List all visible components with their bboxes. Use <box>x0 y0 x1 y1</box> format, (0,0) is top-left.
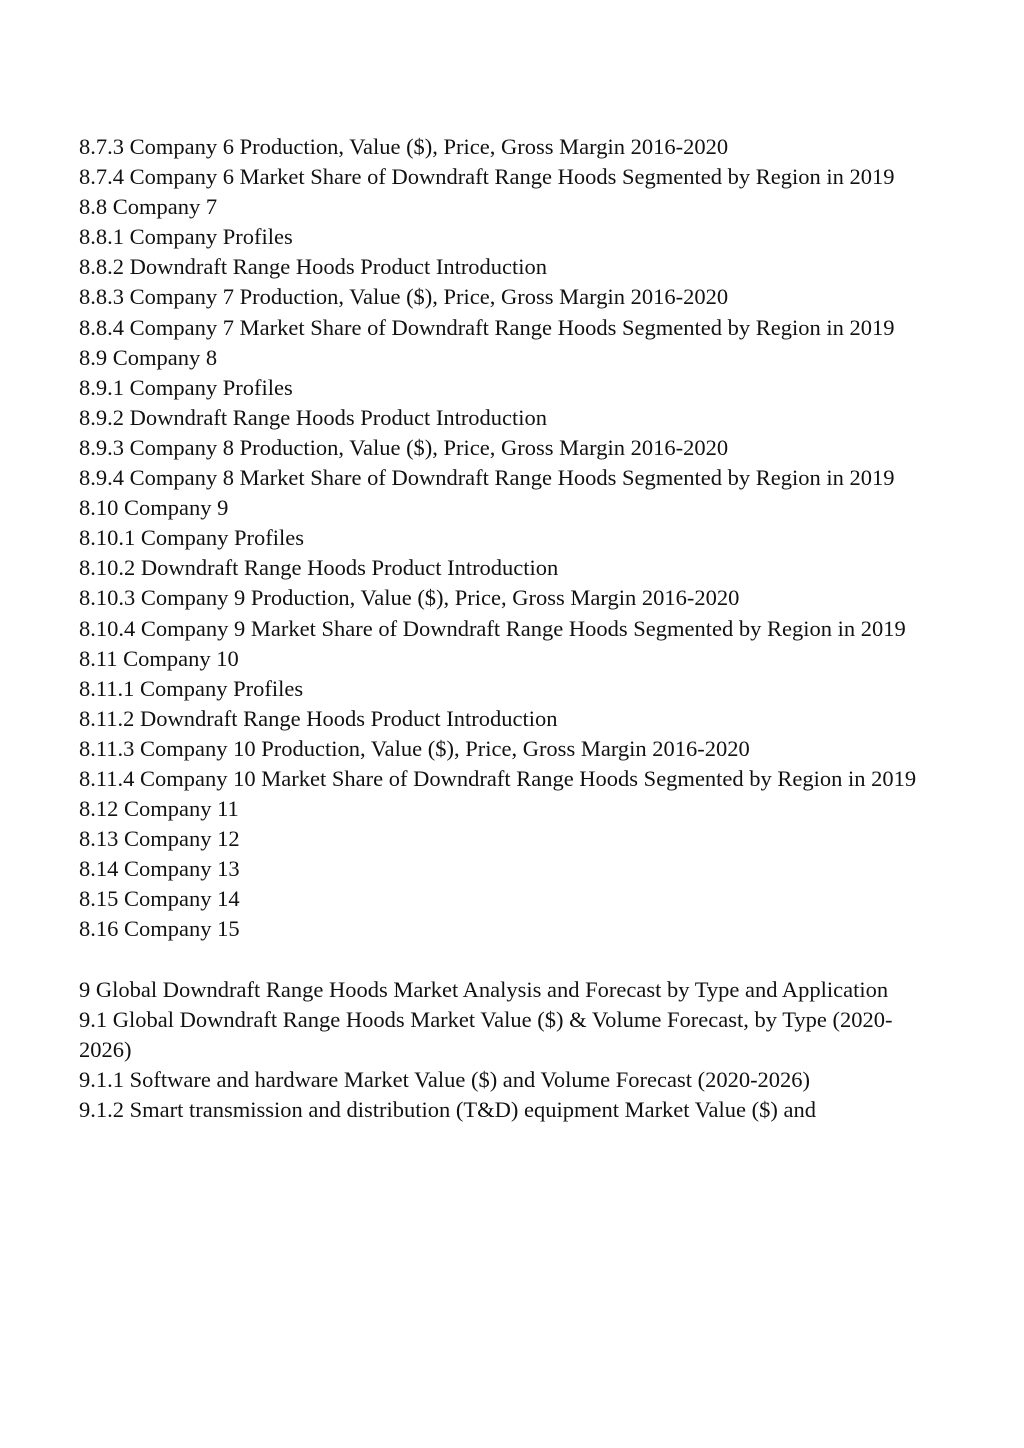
toc-line: 8.11.4 Company 10 Market Share of Downdraft Range Hoods Segmented by Region in 2019 <box>79 765 917 791</box>
toc-line: 8.8.1 Company Profiles <box>79 224 293 250</box>
toc-line: 8.8 Company 7 <box>79 194 218 220</box>
toc-line: 8.11.1 Company Profiles <box>79 675 304 701</box>
toc-line: 8.7.3 Company 6 Production, Value ($), Price, Gross Margin 2016-2020 <box>79 134 729 159</box>
toc-line: 9.1.1 Software and hardware Market Value ($) and Volume Forecast (2020-2026) <box>79 1066 811 1092</box>
toc-line: 8.9.2 Downdraft Range Hoods Product Introduction <box>79 404 548 430</box>
section-heading: 9 Global Downdraft Range Hoods Market Analysis and Forecast by Type and Application <box>79 976 889 1002</box>
toc-line: 8.7.4 Company 6 Market Share of Downdraft Range Hoods Segmented by Region in 2019 <box>79 164 895 190</box>
toc-line: 9.1 Global Downdraft Range Hoods Market Value ($) & Volume Forecast, by Type (2020-2026) <box>79 1006 893 1062</box>
toc-line: 8.13 Company 12 <box>79 826 240 852</box>
section-9-toc <box>79 975 939 1125</box>
document-page <box>79 132 939 1125</box>
toc-line: 8.9.1 Company Profiles <box>79 374 293 400</box>
toc-line: 8.15 Company 14 <box>79 886 240 912</box>
toc-line: 8.9 Company 8 <box>79 344 218 370</box>
toc-line: 8.8.4 Company 7 Market Share of Downdraft Range Hoods Segmented by Region in 2019 <box>79 314 895 340</box>
toc-line: 9.1.2 Smart transmission and distribution (T&D) equipment Market Value ($) and <box>79 1097 816 1122</box>
toc-line: 8.11 Company 10 <box>79 645 239 671</box>
section-8-toc <box>79 132 939 945</box>
section-spacer <box>79 945 939 975</box>
toc-line: 8.10.2 Downdraft Range Hoods Product Introduction <box>79 555 559 581</box>
toc-line: 8.10.3 Company 9 Production, Value ($), Price, Gross Margin 2016-2020 <box>79 585 740 611</box>
toc-line: 8.10.4 Company 9 Market Share of Downdraft Range Hoods Segmented by Region in 2019 <box>79 615 906 641</box>
toc-line: 8.8.3 Company 7 Production, Value ($), Price, Gross Margin 2016-2020 <box>79 284 729 310</box>
toc-line: 8.11.3 Company 10 Production, Value ($), Price, Gross Margin 2016-2020 <box>79 735 750 761</box>
toc-line: 8.10.1 Company Profiles <box>79 525 304 551</box>
toc-line: 8.8.2 Downdraft Range Hoods Product Introduction <box>79 254 548 280</box>
toc-line: 8.12 Company 11 <box>79 796 239 822</box>
toc-line: 8.11.2 Downdraft Range Hoods Product Introduction <box>79 705 558 731</box>
toc-line: 8.14 Company 13 <box>79 856 240 882</box>
toc-line: 8.9.4 Company 8 Market Share of Downdraft Range Hoods Segmented by Region in 2019 <box>79 465 895 491</box>
toc-line: 8.9.3 Company 8 Production, Value ($), Price, Gross Margin 2016-2020 <box>79 434 729 460</box>
toc-line: 8.16 Company 15 <box>79 916 240 942</box>
toc-line: 8.10 Company 9 <box>79 495 229 521</box>
